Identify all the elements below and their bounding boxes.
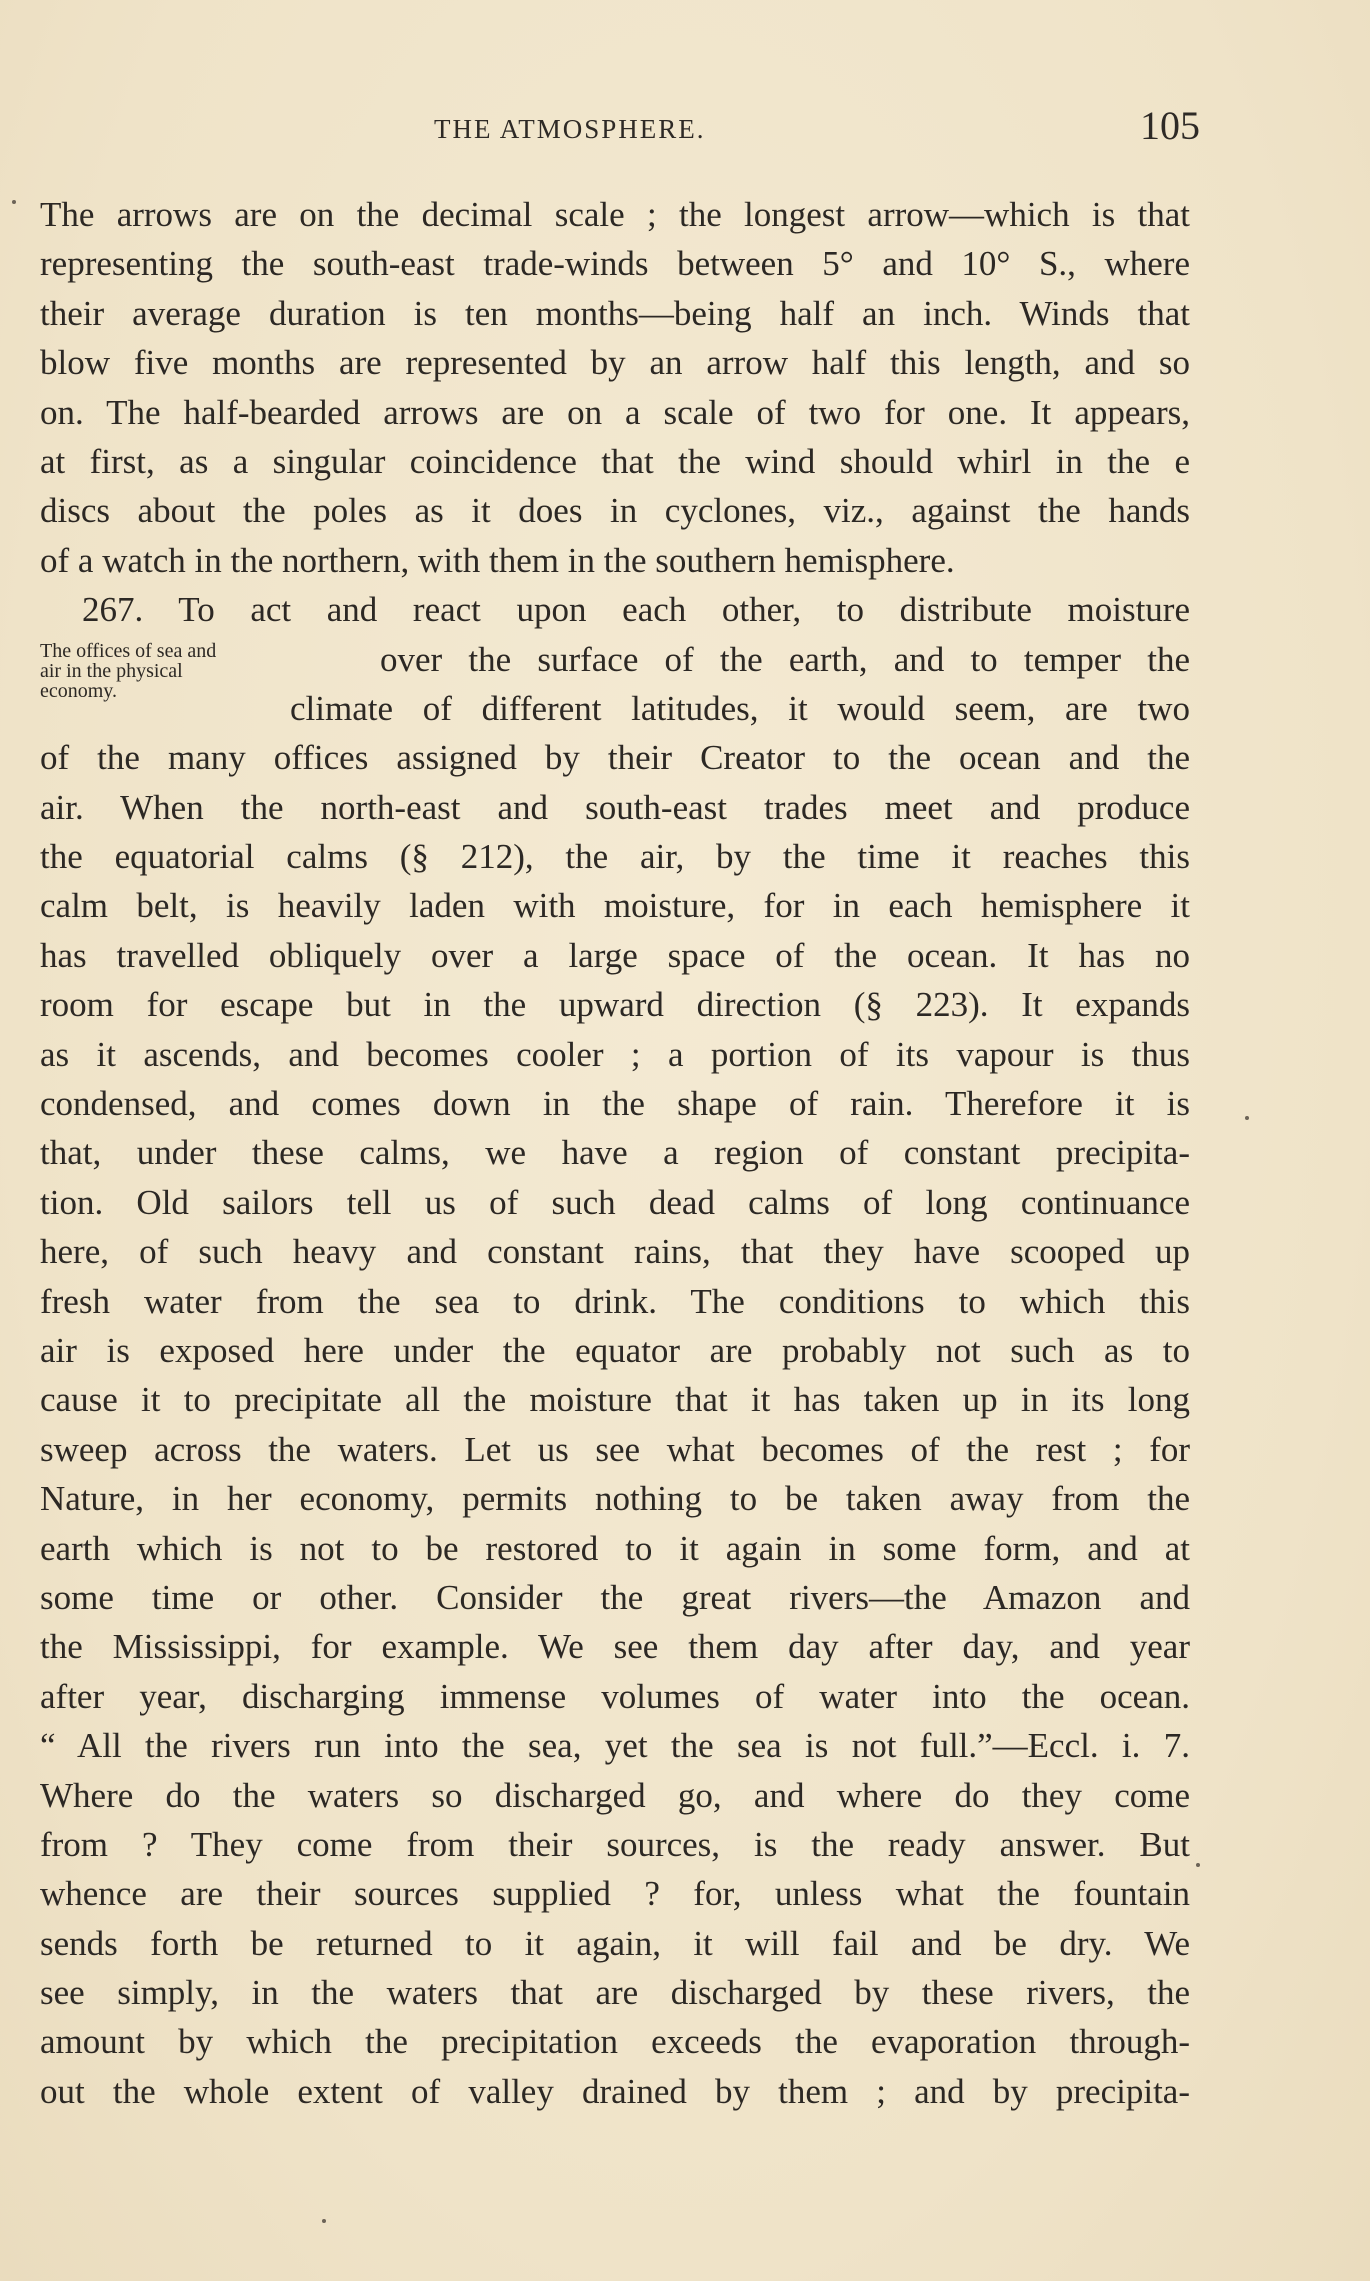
text-line: that, under these calms, we have a region of constant precipita- (40, 1133, 1190, 1173)
paragraph-267-start: 267. To act and react upon each other, to distribute moisture (82, 590, 1190, 630)
text-line: see simply, in the waters that are discharged by these rivers, the (40, 1973, 1190, 2013)
paper-speck (1196, 1863, 1200, 1867)
text-line: room for escape but in the upward direction (§ 223). It expands (40, 985, 1190, 1025)
text-line: their average duration is ten months—being half an inch. Winds that (40, 293, 1190, 333)
page-number: 105 (1140, 103, 1200, 148)
text-line: after year, discharging immense volumes of water into the ocean. (40, 1676, 1190, 1716)
text-line: representing the south-east trade-winds between 5° and 10° S., where (40, 244, 1190, 284)
text-line: has travelled obliquely over a large space of the ocean. It has no (40, 935, 1190, 975)
text-line: air is exposed here under the equator are probably not such as to (40, 1330, 1190, 1370)
margin-note-line: The offices of sea and (40, 640, 217, 662)
paper-speck (1245, 1116, 1249, 1120)
text-line: Nature, in her economy, permits nothing to be taken away from the (40, 1479, 1190, 1519)
text-line: “ All the rivers run into the sea, yet the sea is not full.”—Eccl. i. 7. (40, 1726, 1190, 1766)
text-line: whence are their sources supplied ? for, unless what the fountain (40, 1874, 1190, 1914)
text-line: from ? They come from their sources, is the ready answer. But (40, 1824, 1190, 1864)
text-line: here, of such heavy and constant rains, that they have scooped up (40, 1232, 1190, 1272)
text-line: calm belt, is heavily laden with moisture, for in each hemisphere it (40, 886, 1190, 926)
page-header (40, 102, 1200, 152)
text-line: sweep across the waters. Let us see what becomes of the rest ; for (40, 1429, 1190, 1469)
text-line: over the surface of the earth, and to temper the (380, 639, 1190, 679)
text-line: some time or other. Consider the great rivers—the Amazon and (40, 1577, 1190, 1617)
margin-note-line: economy. (40, 680, 118, 702)
text-line: cause it to precipitate all the moisture that it has taken up in its long (40, 1380, 1190, 1420)
text-line: earth which is not to be restored to it again in some form, and at (40, 1528, 1190, 1568)
text-line: the Mississippi, for example. We see them day after day, and year (40, 1627, 1190, 1667)
text-line: Where do the waters so discharged go, and where do they come (40, 1775, 1190, 1815)
paper-speck (12, 200, 16, 204)
text-line: tion. Old sailors tell us of such dead calms of long continuance (40, 1182, 1190, 1222)
text-line: The arrows are on the decimal scale ; the longest arrow—which is that (40, 195, 1190, 234)
body-text (40, 190, 1190, 2116)
running-head: THE ATMOSPHERE. (434, 114, 706, 144)
text-line: of a watch in the northern, with them in the southern hemisphere. (40, 540, 955, 580)
paper-speck (322, 2219, 326, 2223)
text-line: the equatorial calms (§ 212), the air, by the time it reaches this (40, 837, 1190, 877)
text-line: sends forth be returned to it again, it will fail and be dry. We (40, 1923, 1190, 1963)
text-line: climate of different latitudes, it would seem, are two (290, 688, 1190, 728)
text-line: out the whole extent of valley drained by them ; and by precipita- (40, 2071, 1190, 2111)
text-line: amount by which the precipitation exceeds the evaporation through- (40, 2022, 1190, 2062)
text-line: of the many offices assigned by their Creator to the ocean and the (40, 738, 1190, 778)
text-line: at first, as a singular coincidence that the wind should whirl in the e (40, 441, 1190, 481)
text-line: as it ascends, and becomes cooler ; a portion of its vapour is thus (40, 1034, 1190, 1074)
text-line: on. The half-bearded arrows are on a scale of two for one. It appears, (40, 392, 1190, 432)
margin-note-line: air in the physical (40, 660, 183, 682)
text-line: blow five months are represented by an arrow half this length, and so (40, 343, 1190, 383)
text-line: discs about the poles as it does in cyclones, viz., against the hands (40, 491, 1190, 531)
text-line: condensed, and comes down in the shape of rain. Therefore it is (40, 1084, 1190, 1124)
text-line: air. When the north-east and south-east trades meet and produce (40, 787, 1190, 827)
text-line: fresh water from the sea to drink. The conditions to which this (40, 1281, 1190, 1321)
